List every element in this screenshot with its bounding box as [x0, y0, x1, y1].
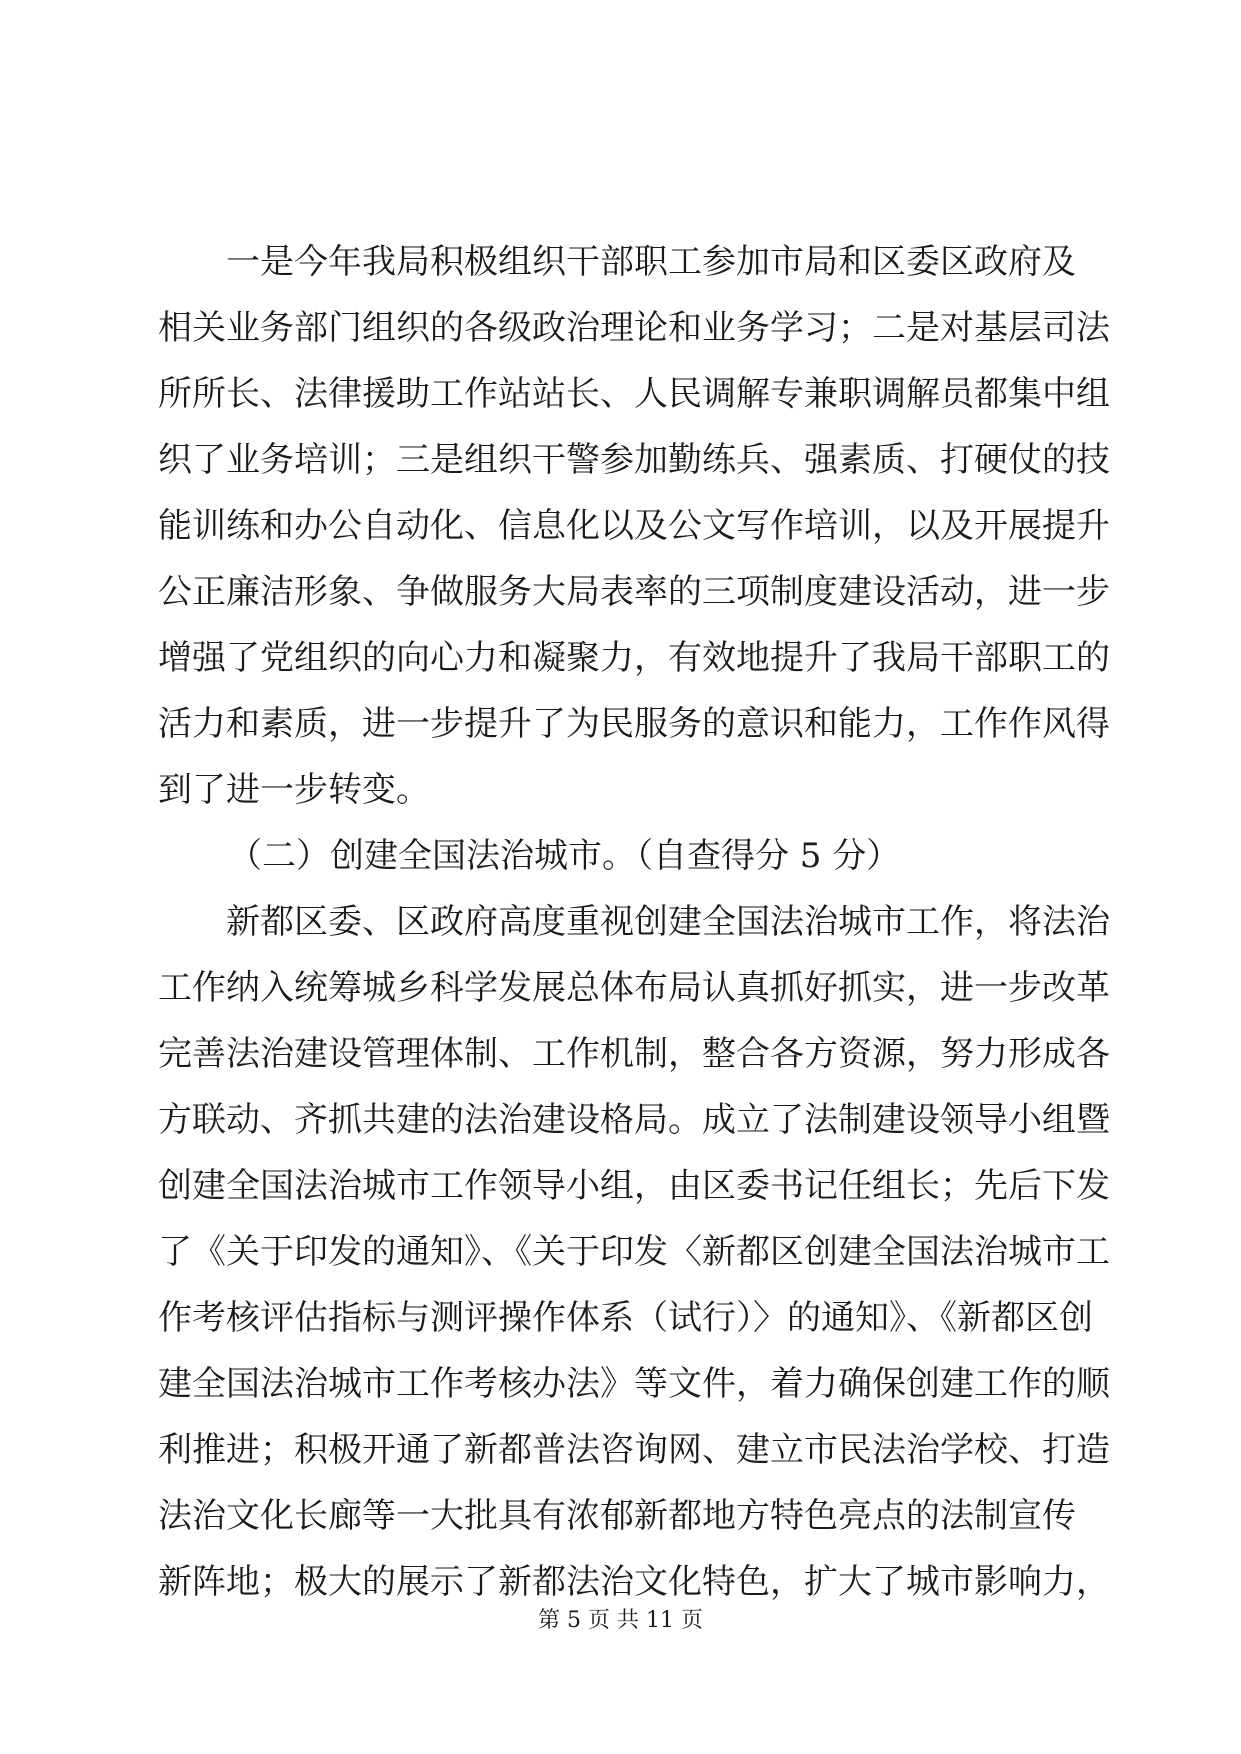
text-line: 能训练和办公自动化、信息化以及公文写作培训，以及开展提升: [158, 506, 1110, 546]
text-line: 创建全国法治城市工作领导小组，由区委书记任组长；先后下发: [158, 1166, 1110, 1206]
text-line: 完善法治建设管理体制、工作机制，整合各方资源，努力形成各: [158, 1034, 1110, 1074]
page-footer: 第 5 页 共 11 页: [538, 1608, 703, 1633]
text-line: 所所长、法律援助工作站站长、人民调解专兼职调解员都集中组: [158, 374, 1110, 414]
text-line: 利推进；积极开通了新都普法咨询网、建立市民法治学校、打造: [158, 1430, 1110, 1470]
text-line: 工作纳入统筹城乡科学发展总体布局认真抓好抓实，进一步改革: [158, 968, 1110, 1008]
text-line: 相关业务部门组织的各级政治理论和业务学习；二是对基层司法: [158, 308, 1110, 348]
text-line: 作考核评估指标与测评操作体系（试行）〉的通知》、《新都区创: [158, 1298, 1093, 1338]
text-line: 活力和素质，进一步提升了为民服务的意识和能力，工作作风得: [158, 704, 1110, 744]
text-line: 了《关于印发的通知》、《关于印发〈新都区创建全国法治城市工: [158, 1232, 1110, 1272]
text-line: 建全国法治城市工作考核办法》等文件，着力确保创建工作的顺: [158, 1364, 1110, 1404]
text-line: 方联动、齐抓共建的法治建设格局。成立了法制建设领导小组暨: [158, 1100, 1110, 1140]
text-line: 新都区委、区政府高度重视创建全国法治城市工作，将法治: [226, 902, 1110, 942]
text-line: 增强了党组织的向心力和凝聚力，有效地提升了我局干部职工的: [158, 638, 1110, 678]
section-heading: （二）创建全国法治城市。（自查得分 5 分）: [228, 836, 901, 876]
text-line: 公正廉洁形象、争做服务大局表率的三项制度建设活动，进一步: [158, 572, 1110, 612]
text-line: 织了业务培训；三是组织干警参加勤练兵、强素质、打硬仗的技: [158, 440, 1110, 480]
text-line: 到了进一步转变。: [158, 770, 430, 810]
text-line: 新阵地；极大的展示了新都法治文化特色，扩大了城市影响力，: [158, 1562, 1110, 1602]
text-line: 一是今年我局积极组织干部职工参加市局和区委区政府及: [226, 242, 1076, 282]
text-line: 法治文化长廊等一大批具有浓郁新都地方特色亮点的法制宣传: [158, 1496, 1076, 1536]
